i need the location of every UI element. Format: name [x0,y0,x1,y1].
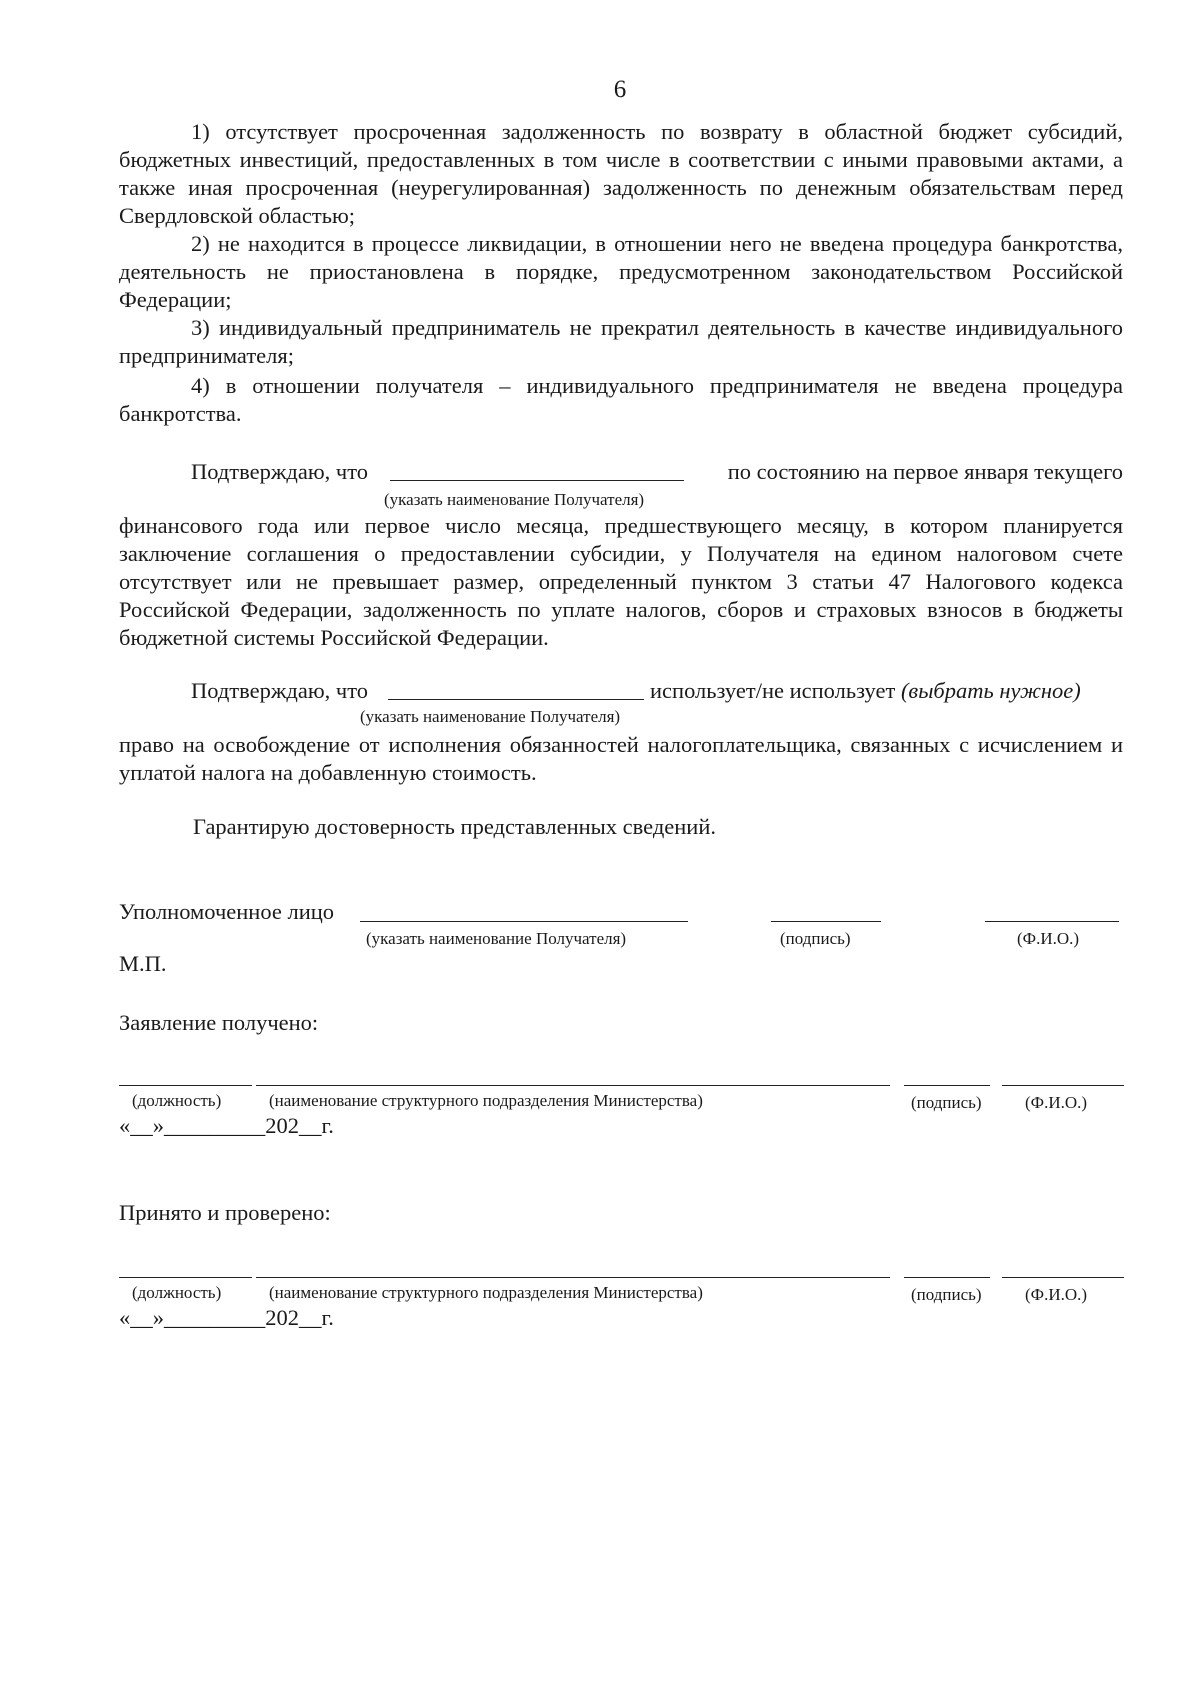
item-1: 1) отсутствует просроченная задолженность по возврату в областной бюджет субсидий, бюджетных инвестиций, предоставленных в том числе в соответствии с иными правовыми актами, а также иная просроченная (неурегулированная) задолженность по денежным обязательствам перед Свердловской областью; [119,119,1123,228]
received-sign-line[interactable] [904,1085,990,1086]
item-2: 2) не находится в процессе ликвидации, в отношении него не введена процедура банкротства, деятельность не приостановлена в порядке, предусмотренном законодательством Российской Федерации; [119,231,1123,312]
accepted-hint-fio: (Ф.И.О.) [1025,1285,1088,1304]
accepted-position-line[interactable] [119,1277,252,1278]
confirm2-suffix-italic: (выбрать нужное) [900,678,1081,703]
page-number: 6 [613,76,627,103]
confirm2-suffix: использует/не использует [650,678,896,703]
guarantee-text: Гарантирую достоверность представленных сведений. [193,814,717,839]
received-position-line[interactable] [119,1085,252,1086]
accepted-fio-line[interactable] [1002,1277,1124,1278]
received-dept-line[interactable] [256,1085,890,1086]
confirm2-prefix: Подтверждаю, что [191,678,369,703]
confirm1-prefix: Подтверждаю, что [191,459,369,484]
received-hint-sign: (подпись) [911,1093,982,1112]
received-hint-dept: (наименование структурного подразделения Министерства) [269,1091,703,1110]
signature-hint-sign: (подпись) [780,929,851,948]
accepted-hint-position: (должность) [132,1283,222,1302]
confirm2-continuation: право на освобождение от исполнения обязанностей налогоплательщика, связанных с исчислением и уплатой налога на добавленную стоимость. [119,732,1123,785]
item-3: 3) индивидуальный предприниматель не прекратил деятельность в качестве индивидуального предпринимателя; [119,315,1123,368]
accepted-sign-line[interactable] [904,1277,990,1278]
signature-hint-fio: (Ф.И.О.) [1017,929,1080,948]
signature-sign-line[interactable] [771,921,881,922]
confirm2-suffix-wrap [650,677,1081,705]
confirm1-blank-line [390,480,684,481]
signature-hint-name: (указать наименование Получателя) [366,929,627,948]
confirm2-blank-line [388,699,644,700]
accepted-dept-line[interactable] [256,1277,890,1278]
accepted-date: «__»_________202__г. [119,1305,334,1330]
accepted-title: Принято и проверено: [119,1200,331,1225]
received-hint-fio: (Ф.И.О.) [1025,1093,1088,1112]
confirm1-hint: (указать наименование Получателя) [384,490,645,509]
received-hint-position: (должность) [132,1091,222,1110]
received-title: Заявление получено: [119,1010,319,1035]
item-4: 4) в отношении получателя – индивидуального предпринимателя не введена процедура банкротства. [119,373,1123,426]
confirm1-suffix: по состоянию на первое января текущего [727,459,1123,484]
signature-label: Уполномоченное лицо [119,899,335,924]
confirm2-hint: (указать наименование Получателя) [360,707,621,726]
confirm1-continuation: финансового года или первое число месяца, предшествующего месяцу, в котором планируется заключение соглашения о предоставлении субсидии, у Получателя на едином налоговом счете отсутствует или не превышает размер, определенный пунктом 3 статьи 47 Налогового кодекса Российской Федерации, задолженность по уплате налогов, сборов и страховых взносов в бюджеты бюджетной системы Российской Федерации. [119,513,1123,650]
received-date: «__»_________202__г. [119,1113,334,1138]
accepted-hint-dept: (наименование структурного подразделения Министерства) [269,1283,703,1302]
stamp-label: М.П. [119,951,167,976]
signature-name-line[interactable] [360,921,688,922]
received-fio-line[interactable] [1002,1085,1124,1086]
accepted-hint-sign: (подпись) [911,1285,982,1304]
signature-fio-line[interactable] [985,921,1119,922]
